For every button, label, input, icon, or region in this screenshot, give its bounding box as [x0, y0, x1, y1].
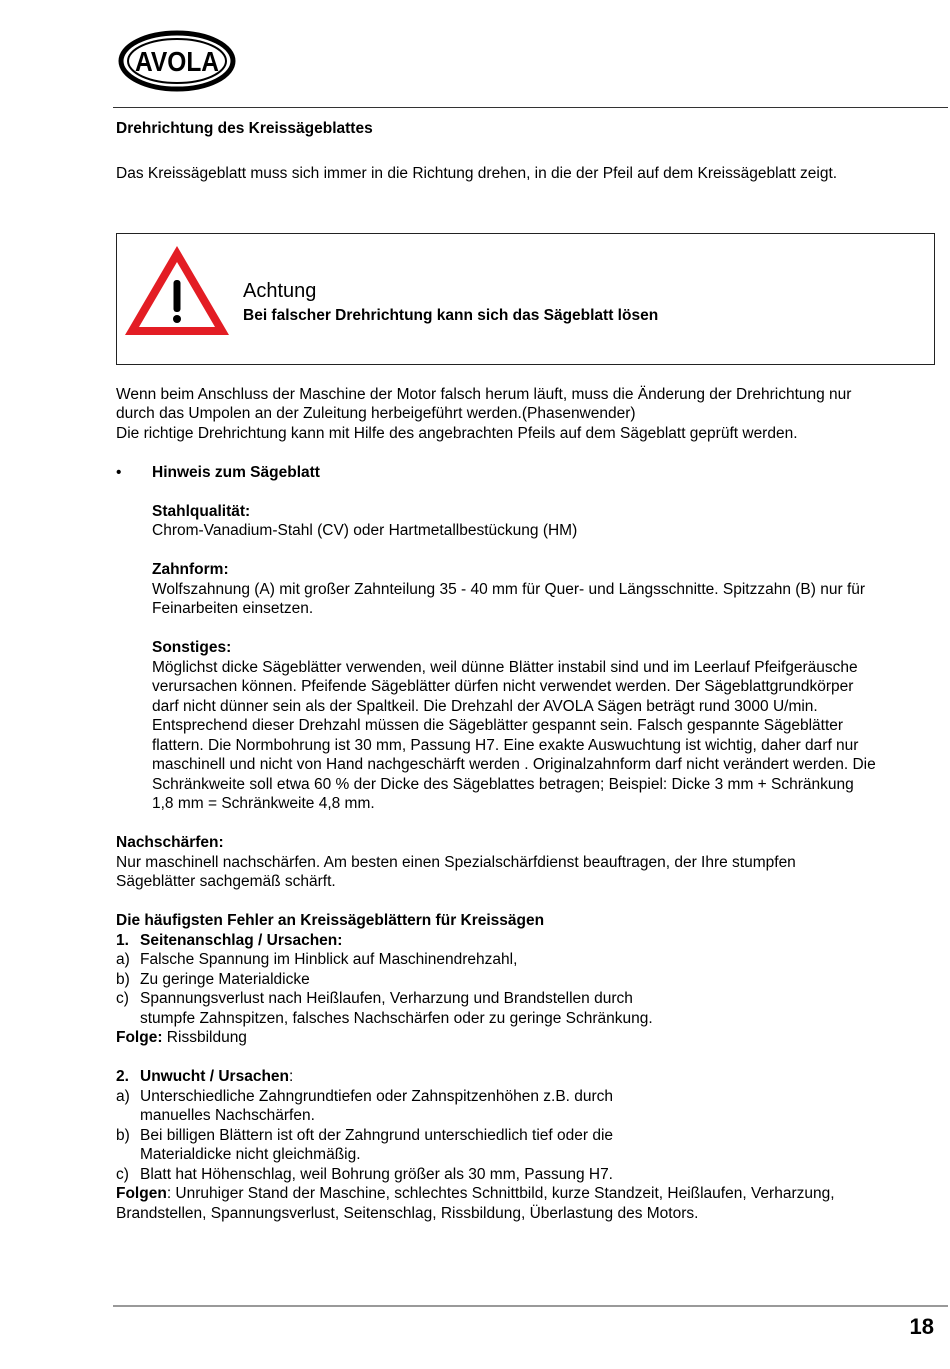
fault-2-item-c: c) Blatt hat Höhenschlag, weil Bohrung größer als 30 mm, Passung H7. [116, 1165, 613, 1183]
misc-line: Schränkweite soll etwa 60 % der Dicke des Sägeblattes betragen; Beispiel: Dicke 3 mm + Schränkung [152, 775, 854, 793]
paragraph-connect-line-1: Wenn beim Anschluss der Maschine der Motor falsch herum läuft, muss die Änderung der Drehrichtung nur [116, 385, 852, 403]
svg-text:AVOLA: AVOLA [135, 46, 219, 77]
misc-line: 1,8 mm = Schränkweite 4,8 mm. [152, 795, 375, 812]
warning-title: Achtung [243, 279, 317, 302]
fault-1-item-a: a) Falsche Spannung im Hinblick auf Maschinendrehzahl, [116, 951, 518, 968]
sharpen-label: Nachschärfen: [116, 834, 224, 851]
misc-line: verursachen können. Pfeifende Sägeblätter dürfen nicht verwendet werden. Der Sägeblattgrundkörper [152, 678, 854, 695]
fault-2-item-a: a) Unterschiedliche Zahngrundtiefen oder Zahnspitzenhöhen z.B. durch manuelles Nachschärfen. [116, 1087, 614, 1124]
paragraph-direction: Das Kreissägeblatt muss sich immer in die Richtung drehen, in die der Pfeil auf dem Kreissägeblatt zeigt. [116, 165, 838, 182]
fault-2-result-line-1: Folgen: Unruhiger Stand der Maschine, schlechtes Schnittbild, kurze Standzeit, Heißlaufen, Verharzung, [116, 1185, 835, 1202]
steel-label: Stahlqualität: [152, 502, 251, 520]
footer-rule [113, 1305, 948, 1307]
tooth-line: Feinarbeiten einsetzen. [152, 600, 314, 617]
warning-box [116, 233, 935, 365]
bullet-title: Hinweis zum Sägeblatt [152, 463, 320, 481]
bullet-blade-note [116, 463, 946, 814]
paragraph-connect-line-2: durch das Umpolen an der Zuleitung herbeigeführt werden.(Phasenwender) [116, 405, 636, 422]
steel-text: Chrom-Vanadium-Stahl (CV) oder Hartmetallbestückung (HM) [152, 522, 578, 539]
page-number: 18 [909, 1314, 934, 1339]
fault-2-result-line-2: Brandstellen, Spannungsverlust, Seitenschlag, Rissbildung, Überlastung des Motors. [116, 1204, 699, 1222]
header-rule [113, 107, 948, 108]
fault-1-item-b: b) Zu geringe Materialdicke [116, 970, 310, 988]
warning-text: Bei falscher Drehrichtung kann sich das Sägeblatt lösen [243, 306, 659, 324]
misc-label: Sonstiges: [152, 639, 232, 656]
fault-section-2-title: 2. Unwucht / Ursachen: [116, 1068, 294, 1085]
heading-direction: Drehrichtung des Kreissägeblattes [116, 120, 373, 137]
paragraph-connect-line-3: Die richtige Drehrichtung kann mit Hilfe des angebrachten Pfeils auf dem Sägeblatt geprüft werden. [116, 424, 798, 442]
page-content [116, 119, 946, 1223]
warning-triangle-icon [122, 242, 232, 338]
misc-line: darf nicht dünner sein als der Spaltkeil. Die Drehzahl der AVOLA Sägen beträgt rund 3000 U/min. [152, 697, 818, 715]
misc-line: Entsprechend dieser Drehzahl müssen die Sägeblätter gespannt sein. Falsch gespannte Sägeblätter [152, 717, 844, 734]
tooth-line: Wolfszahnung (A) mit großer Zahnteilung 35 - 40 mm für Quer- und Längsschnitte. Spitzzahn (B) nur für [152, 580, 866, 598]
sharpen-line: Sägeblätter sachgemäß schärft. [116, 873, 336, 890]
fault-section-1-title: 1. Seitenanschlag / Ursachen: [116, 931, 343, 949]
fault-1-item-c: c) Spannungsverlust nach Heißlaufen, Verharzung und Brandstellen durch stumpfe Zahnspitzen, falsches Nachschärfen oder zu geringe Schränkung. [116, 990, 653, 1027]
sharpen-line: Nur maschinell nachschärfen. Am besten einen Spezialschärfdienst beauftragen, der Ihre stumpfen [116, 853, 796, 871]
avola-logo [118, 30, 236, 92]
tooth-label: Zahnform: [152, 561, 229, 578]
fault-1-result: Folge: Rissbildung [116, 1029, 247, 1046]
misc-line: flattern. Die Normbohrung ist 30 mm, Passung H7. Eine exakte Auswuchtung ist wichtig, daher darf nur [152, 736, 859, 754]
bullet-symbol: • [116, 463, 122, 481]
misc-line: maschinell und nicht von Hand nachgeschärft werden . Originalzahnform darf nicht verändert werden. Die [152, 756, 876, 773]
misc-line: Möglichst dicke Sägeblätter verwenden, weil dünne Blätter instabil sind und im Leerlauf Pfeifgeräusche [152, 658, 858, 676]
fault-2-item-b: b) Bei billigen Blättern ist oft der Zahngrund unterschiedlich tief oder die Materialdicke nicht gleichmäßig. [116, 1126, 614, 1163]
faults-heading: Die häufigsten Fehler an Kreissägeblättern für Kreissägen [116, 912, 545, 929]
